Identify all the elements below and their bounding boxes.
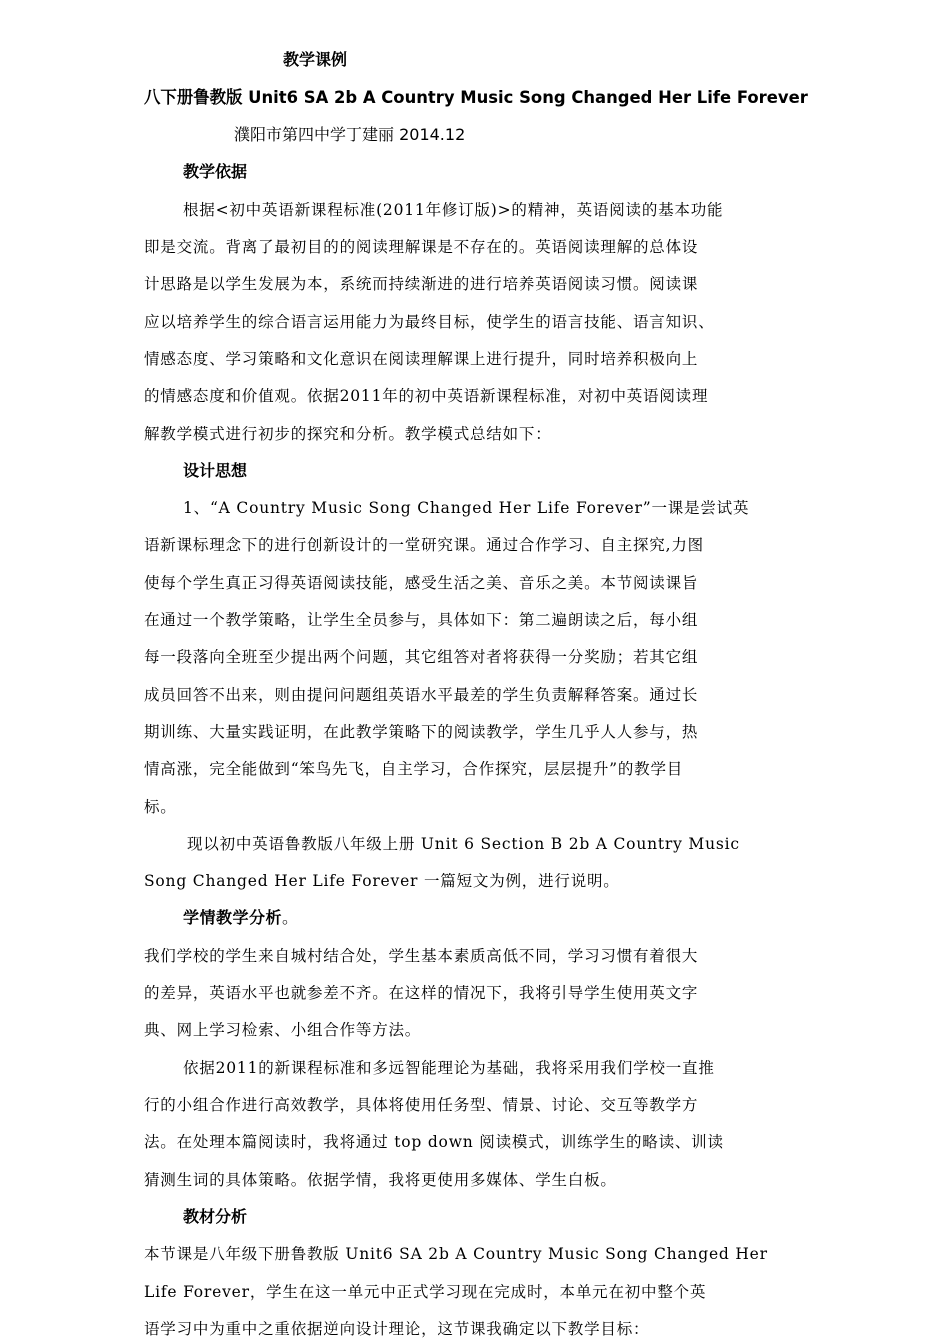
- paragraph-line: 本节课是八年级下册鲁教版 Unit6 SA 2b A Country Music Song Changed Her: [144, 1245, 768, 1263]
- section-heading-learners: [183, 906, 299, 930]
- paragraph-line: 现以初中英语鲁教版八年级上册 Unit 6 Section B 2b A Country Music: [187, 835, 740, 853]
- section-heading-materials: 教材分析: [183, 1207, 248, 1226]
- paragraph-line: 情感态度、学习策略和文化意识在阅读理解课上进行提升，同时培养积极向上: [144, 350, 699, 368]
- paragraph-line: 语新课标理念下的进行创新设计的一堂研究课。通过合作学习、自主探究,力图: [144, 536, 704, 554]
- paragraph-line: 期训练、大量实践证明，在此教学策略下的阅读教学，学生几乎人人参与，热: [144, 723, 699, 741]
- paragraph-line: 计思路是以学生发展为本，系统而持续渐进的进行培养英语阅读习惯。阅读课: [144, 275, 699, 293]
- paragraph-line: Song Changed Her Life Forever 一篇短文为例，进行说明。: [144, 872, 620, 890]
- paragraph-line: 的差异，英语水平也就参差不齐。在这样的情况下，我将引导学生使用英文字: [144, 984, 699, 1002]
- paragraph-line: 典、网上学习检索、小组合作等方法。: [144, 1021, 422, 1039]
- paragraph-line: 每一段落向全班至少提出两个问题，其它组答对者将获得一分奖励；若其它组: [144, 648, 699, 666]
- paragraph-line: 行的小组合作进行高效教学，具体将使用任务型、情景、讨论、交互等教学方: [144, 1096, 699, 1114]
- doc-subtitle: 八下册鲁教版 Unit6 SA 2b A Country Music Song Changed Her Life Forever: [144, 88, 808, 108]
- paragraph-line: 应以培养学生的综合语言运用能力为最终目标，使学生的语言技能、语言知识、: [144, 313, 715, 331]
- section-heading-learners-text: 学情教学分析: [183, 908, 283, 927]
- paragraph-line: 1、“A Country Music Song Changed Her Life Forever”一课是尝试英: [183, 499, 750, 517]
- paragraph-line: 标。: [144, 798, 177, 816]
- section-heading-basis: 教学依据: [183, 162, 248, 181]
- paragraph-line: 解教学模式进行初步的探究和分析。教学模式总结如下：: [144, 425, 552, 443]
- paragraph-line: 使每个学生真正习得英语阅读技能，感受生活之美、音乐之美。本节阅读课旨: [144, 574, 699, 592]
- paragraph-line: 即是交流。背离了最初目的的阅读理解课是不存在的。英语阅读理解的总体设: [144, 238, 699, 256]
- paragraph-line: 成员回答不出来，则由提问问题组英语水平最差的学生负责解释答案。通过长: [144, 686, 699, 704]
- section-heading-design: 设计思想: [183, 461, 248, 480]
- author-line: 濮阳市第四中学丁建丽 2014.12: [234, 125, 466, 144]
- doc-title: 教学课例: [283, 50, 348, 69]
- paragraph-line: 依据2011的新课程标准和多远智能理论为基础，我将采用我们学校一直推: [183, 1059, 715, 1077]
- paragraph-line: 猜测生词的具体策略。依据学情，我将更使用多媒体、学生白板。: [144, 1171, 617, 1189]
- paragraph-line: 在通过一个教学策略，让学生全员参与，具体如下：第二遍朗读之后，每小组: [144, 611, 699, 629]
- paragraph-line: 法。在处理本篇阅读时，我将通过 top down 阅读模式，训练学生的略读、训读: [144, 1133, 724, 1151]
- paragraph-line: 语学习中为重中之重依据逆向设计理论，这节课我确定以下教学目标：: [144, 1320, 650, 1338]
- section-heading-learners-suffix: 。: [282, 908, 299, 927]
- paragraph-line: 根据<初中英语新课程标准(2011年修订版)>的精神，英语阅读的基本功能: [183, 201, 724, 219]
- paragraph-line: 的情感态度和价值观。依据2011年的初中英语新课程标准，对初中英语阅读理: [144, 387, 709, 405]
- paragraph-line: 情高涨，完全能做到“笨鸟先飞，自主学习，合作探究，层层提升”的教学目: [144, 760, 684, 778]
- paragraph-line: Life Forever，学生在这一单元中正式学习现在完成时，本单元在初中整个英: [144, 1283, 707, 1301]
- paragraph-line: 我们学校的学生来自城村结合处，学生基本素质高低不同，学习习惯有着很大: [144, 947, 699, 965]
